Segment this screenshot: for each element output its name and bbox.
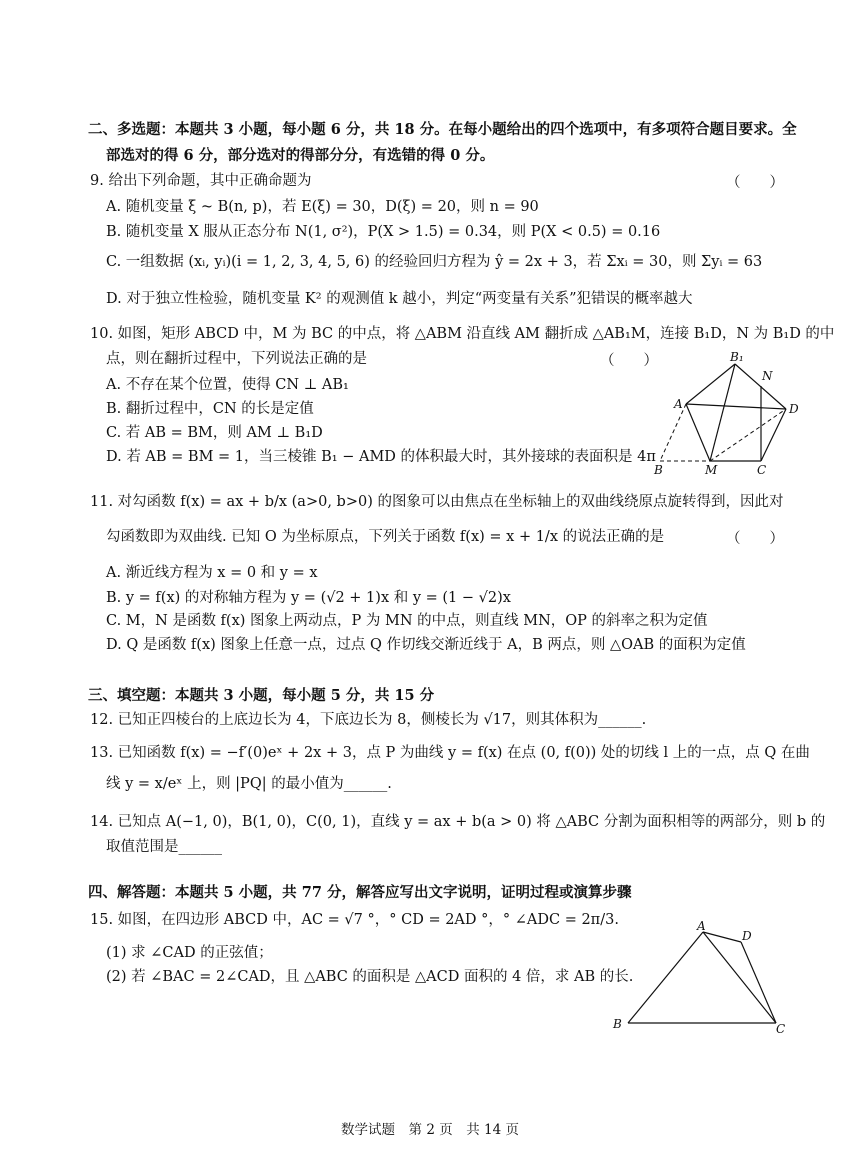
question-13-stem-cont: 线 y = x/eˣ 上，则 |PQ| 的最小值为______. <box>106 776 392 792</box>
question-14-stem: 14. 已知点 A(−1, 0)，B(1, 0)，C(0, 1)，直线 y = ax + b(a > 0) 将 △ABC 分割为面积相等的两部分，则 b 的 <box>90 814 826 830</box>
label-m: M <box>705 463 718 477</box>
question-14-stem-cont: 取值范围是______ <box>106 839 222 855</box>
question-9-option-a: A. 随机变量 ξ ~ B(n, p)，若 E(ξ) = 30，D(ξ) = 20，则 n = 90 <box>106 199 539 215</box>
label-a: A <box>674 397 683 411</box>
question-10-option-d: D. 若 AB = BM = 1，当三棱锥 B₁ − AMD 的体积最大时，其外接球的表面积是 4π <box>106 449 656 465</box>
question-11-stem: 11. 对勾函数 f(x) = ax + b/x (a>0, b>0) 的图象可以由焦点在坐标轴上的双曲线绕原点旋转得到，因此对 <box>90 494 784 510</box>
question-15-part-1: (1) 求 ∠CAD 的正弦值； <box>106 945 273 961</box>
question-11-option-d: D. Q 是函数 f(x) 图象上任意一点，过点 Q 作切线交渐近线于 A，B 两点，则 △OAB 的面积为定值 <box>106 637 746 653</box>
question-10-stem-cont: 点，则在翻折过程中，下列说法正确的是 <box>106 351 367 367</box>
label-n: N <box>762 369 773 383</box>
label-b: B <box>654 463 663 477</box>
question-11-stem-cont: 勾函数即为双曲线. 已知 O 为坐标原点，下列关于函数 f(x) = x + 1/x 的说法正确的是 <box>106 529 665 545</box>
question-11-option-a: A. 渐近线方程为 x = 0 和 y = x <box>106 565 318 581</box>
question-10-answer-blank: （ ） <box>600 353 658 369</box>
question-15-stem: 15. 如图，在四边形 ABCD 中，AC = √7 °，° CD = 2AD °，° ∠ADC = 2π/3. <box>90 912 619 928</box>
section-heading-solutions: 四、解答题：本题共 5 小题，共 77 分，解答应写出文字说明，证明过程或演算步骤 <box>88 884 632 901</box>
question-10-option-c: C. 若 AB = BM，则 AM ⊥ B₁D <box>106 425 323 441</box>
label-d: D <box>742 929 752 943</box>
question-11-option-c: C. M，N 是函数 f(x) 图象上两动点，P 为 MN 的中点，则直线 MN，OP 的斜率之积为定值 <box>106 613 708 629</box>
question-13-stem: 13. 已知函数 f(x) = −f′(0)eˣ + 2x + 3，点 P 为曲线 y = f(x) 在点 (0, f(0)) 处的切线 l 上的一点，点 Q 在曲 <box>90 745 810 761</box>
label-d: D <box>789 402 799 416</box>
label-b1: B₁ <box>730 350 744 364</box>
question-15-part-2: (2) 若 ∠BAC = 2∠CAD，且 △ABC 的面积是 △ACD 面积的 4 倍，求 AB 的长. <box>106 969 634 985</box>
question-10-figure <box>640 348 810 478</box>
section-heading-multiple-choice: 二、多选题：本题共 3 小题，每小题 6 分，共 18 分。在每小题给出的四个选项中，有多项符合题目要求。全 <box>88 121 797 138</box>
question-9-option-b: B. 随机变量 X 服从正态分布 N(1, σ²)，P(X > 1.5) = 0.34，则 P(X < 0.5) = 0.16 <box>106 224 661 240</box>
question-10-option-b: B. 翻折过程中，CN 的长是定值 <box>106 401 314 417</box>
section-heading-fill-in: 三、填空题：本题共 3 小题，每小题 5 分，共 15 分 <box>88 687 435 704</box>
question-12: 12. 已知正四棱台的上底边长为 4，下底边长为 8，侧棱长为 √17，则其体积为______. <box>90 712 647 728</box>
question-9-answer-blank: （ ） <box>726 175 784 191</box>
question-15-figure <box>608 918 798 1040</box>
label-a: A <box>697 919 706 933</box>
question-9-option-c: C. 一组数据 (xᵢ, yᵢ)(i = 1, 2, 3, 4, 5, 6) 的经验回归方程为 ŷ = 2x + 3，若 Σxᵢ = 30，则 Σyᵢ = 63 <box>106 254 763 270</box>
question-9-stem: 9. 给出下列命题，其中正确命题为 <box>90 173 312 189</box>
page-footer: 数学试题 第 2 页 共 14 页 <box>341 1122 519 1138</box>
label-c: C <box>776 1022 786 1036</box>
label-c: C <box>757 463 767 477</box>
label-b: B <box>613 1017 622 1031</box>
question-10-stem: 10. 如图，矩形 ABCD 中，M 为 BC 的中点，将 △ABM 沿直线 AM 翻折成 △AB₁M，连接 B₁D，N 为 B₁D 的中 <box>90 326 835 342</box>
question-11-answer-blank: （ ） <box>726 531 784 547</box>
section-heading-multiple-choice-cont: 部选对的得 6 分，部分选对的得部分分，有选错的得 0 分。 <box>106 147 495 164</box>
question-10-option-a: A. 不存在某个位置，使得 CN ⊥ AB₁ <box>106 377 349 393</box>
question-11-option-b: B. y = f(x) 的对称轴方程为 y = (√2 + 1)x 和 y = (1 − √2)x <box>106 590 511 606</box>
question-9-option-d: D. 对于独立性检验，随机变量 K² 的观测值 k 越小，判定“两变量有关系”犯错误的概率越大 <box>106 291 693 307</box>
